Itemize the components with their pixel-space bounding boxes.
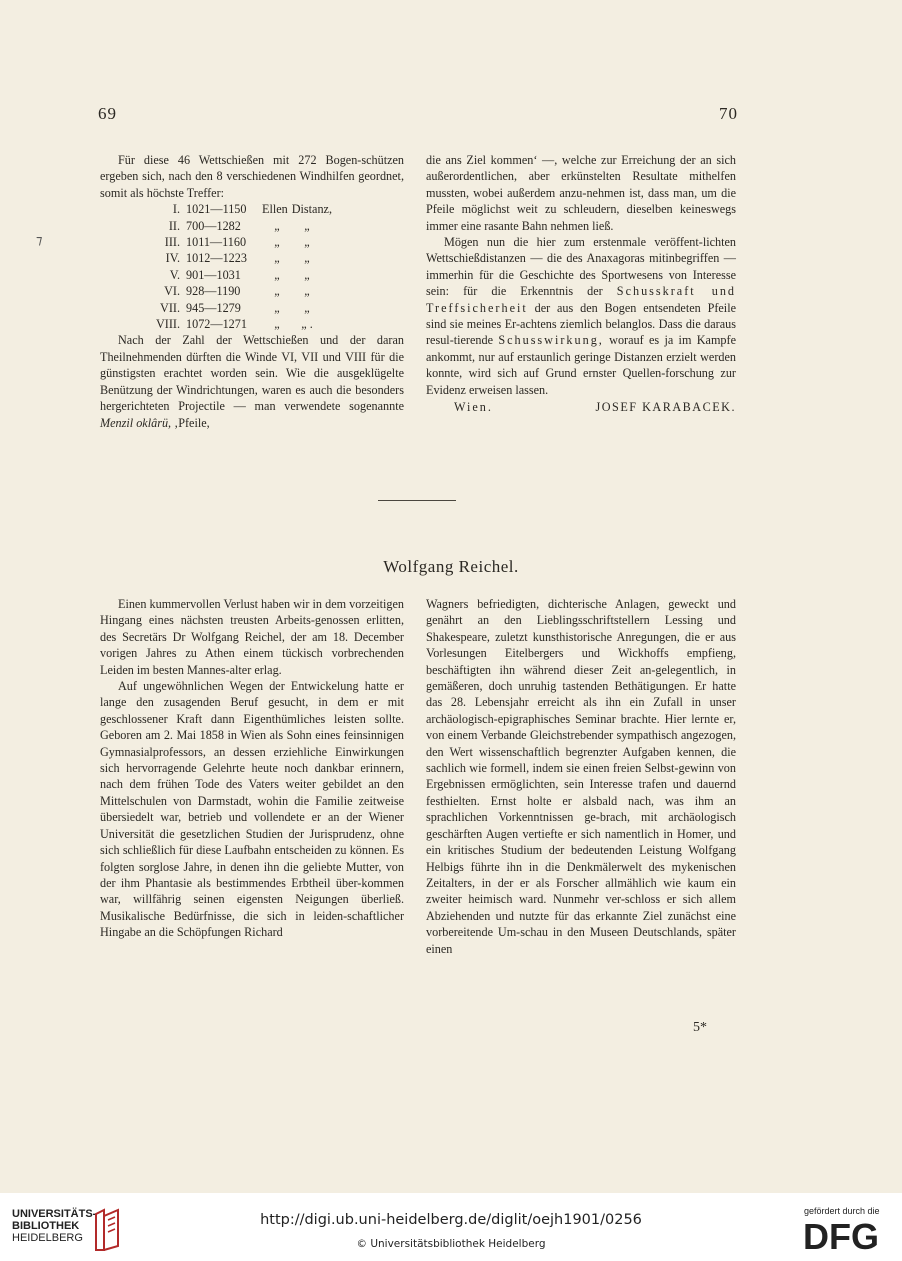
table-row: III. 1011—1160 „ „ bbox=[164, 235, 310, 250]
table-row: VI. 928—1190 „ „ bbox=[164, 284, 310, 299]
section-divider bbox=[378, 500, 456, 501]
article-title: Wolfgang Reichel. bbox=[383, 557, 519, 576]
column-3 bbox=[100, 596, 404, 941]
permalink-url[interactable]: http://digi.ub.uni-heidelberg.de/diglit/oejh1901/0256 bbox=[260, 1212, 642, 1228]
column-1 bbox=[100, 152, 404, 431]
library-logo-text[interactable]: UNIVERSITÄTS- BIBLIOTHEK HEIDELBERG bbox=[12, 1208, 97, 1244]
table-row: V. 901—1031 „ „ bbox=[169, 267, 310, 282]
table-row: VIII. 1072—1271 „ „ . bbox=[155, 317, 313, 332]
distance-table bbox=[100, 201, 404, 332]
author: JOSEF KARABACEK. bbox=[595, 400, 736, 415]
column-2 bbox=[426, 152, 736, 416]
column-4 bbox=[426, 596, 736, 957]
paragraph: Mögen nun die hier zum erstenmale veröffent-lichten Wettschießdistanzen — die des Anaxagoras mitinbegriffen — immerhin für die Geschichte des Sportwesens von Interesse sein: für die Erkenntnis der Schusskraft und Treffsicherheit der aus den Bogen entsendeten Pfeile sind sie meines Er-achtens ziemlich belanglos. Dass die daraus resul-tierende Schusswirkung, worauf es ja im Kampfe ankommt, nur auf erstaunlich geringe Distanzen erzielt werden konnte, wird sich auf Grund ernster Quellen-forschung zur Evidenz erweisen lassen. bbox=[426, 235, 737, 397]
signature-line bbox=[426, 399, 736, 415]
paragraph: Auf ungewöhnlichen Wegen der Entwickelung hatte er lange den zusagenden Beruf gesucht, in dem er mit geschlossener Kraft dann Eigenthümliches leisten sollte. Geboren am 2. Mai 1858 in Wien als Sohn eines feinsinnigen Gymnasialprofessors, an dessen erziehliche Einwirkungen sich hervorragende Gelehrte heute noch dankbar erinnern, nach dem frühen Tode des Vaters weiter gebildet an den Mittelschulen von Darmstadt, wohin die Familie zeitweise übersiedelt war, betrieb und vollendete er an der Wiener Universität die gesetzlichen Studien der Jurisprudenz, ohne sich schließlich für diese Laufbahn entscheiden zu können. Es folgten sorglose Jahre, in denen ihn die geliebte Mutter, von der ihm Phantasie als bestimmendes Erbtheil über-kommen war, willfährig seinen eigensten Neigungen überließ. Musikalische Bedürfnisse, die sich in leiden-schaftlicher Hingabe an die Schöpfungen Richard bbox=[100, 679, 404, 940]
copyright-text: © Universitätsbibliothek Heidelberg bbox=[356, 1238, 546, 1250]
place: Wien. bbox=[454, 400, 493, 415]
paragraph: Für diese 46 Wettschießen mit 272 Bogen-schützen ergeben sich, nach den 8 verschiedenen Windhilfen geordnet, somit als höchste Treffer: bbox=[100, 153, 404, 200]
paragraph: Wagners befriedigten, dichterische Anlagen, geweckt und genährt an den Lieblingsschriftstellern Lessing und Shakespeare, zuletzt kunsthistorische Anregungen, die er aus Vorlesungen Eitelbergers und Wickhoffs empfieng, beschäftigten ihn während dieser Zeit an-gelegentlich, in gemäßeren, doch unruhig tastenden Bethätigungen. Er hatte das 28. Lebensjahr erreicht als ihn ein Zufall in unser archäologisch-epigraphisches Seminar brachte. Hier lernte er, von einem Verbande Gleichstrebender sympathisch angezogen, den Wert wissenschaftlich begrenzter Aufgaben kennen, die sachlich wie formell, indem sie einen freien Selbst-gewinn von Ergebnissen ermöglichten, sein Interesse trafen und dauernd festhielten. Ernst holte er alsbald nach, was ihm an sprachlichen Vorkenntnissen ge-brach, mit archäologisch geschärften Augen vertiefte er sich namentlich in Homer, und ein kritisches Studium der bedeutenden Leistung Wolfgang Helbigs führte ihn in die Denkmälerwelt des mykenischen Zeitalters, in der er als Forscher allmählich wie kaum ein zweiter heimisch ward. Nunmehr ver-schloss er sich allem Abziehenden und nutzte für das erkannte Ziel zunächst eine vorbereitende Um-schau in den Museen Deutschlands, später einen bbox=[426, 597, 736, 956]
page-number-right: 70 bbox=[719, 104, 738, 123]
paragraph: Einen kummervollen Verlust haben wir in dem vorzeitigen Hingang eines nächsten treusten Arbeits-genossen erlitten, des Secretärs Dr Wolfgang Reichel, der am 18. December vorigen Jahres zu Athen einem tückisch vorbrechenden Leiden im besten Mannes-alter erlag. bbox=[100, 597, 404, 677]
sheet-signature: 5* bbox=[693, 1020, 707, 1035]
funding-label: gefördert durch die bbox=[804, 1206, 880, 1216]
table-row: VII. 945—1279 „ „ bbox=[160, 300, 310, 315]
paragraph: die ans Ziel kommen‘ —, welche zur Erreichung der an sich außerordentlichen, aber erkünstelten Resultate mithelfen mussten, wobei außerdem anzu-nehmen ist, dass man, um die Pfeile möglichst weit zu schleudern, dieselben keineswegs immer eine rasante Bahn nehmen ließ. bbox=[426, 153, 736, 233]
paragraph: Nach der Zahl der Wettschießen und der daran Theilnehmenden dürften die Winde VI, VII und VIII für die günstigsten erachtet worden sein. Wie die ausgeklügelte Benützung der Windrichtungen, waren es auch die besonders hergerichteten Projectile — man verwendete sogenannte Menzil oklârü, ‚Pfeile, bbox=[100, 333, 404, 430]
dfg-logo-text: DFG bbox=[803, 1218, 879, 1254]
page-number-left: 69 bbox=[98, 104, 117, 123]
dfg-logo[interactable] bbox=[803, 1218, 889, 1254]
table-row: II. 700—1282 „ „ bbox=[168, 218, 310, 233]
margin-mark: ⁊ bbox=[36, 232, 43, 247]
table-row: IV. 1012—1223 „ „ bbox=[165, 251, 310, 266]
table-row: I. 1021—1150 Ellen Distanz, bbox=[172, 202, 333, 217]
